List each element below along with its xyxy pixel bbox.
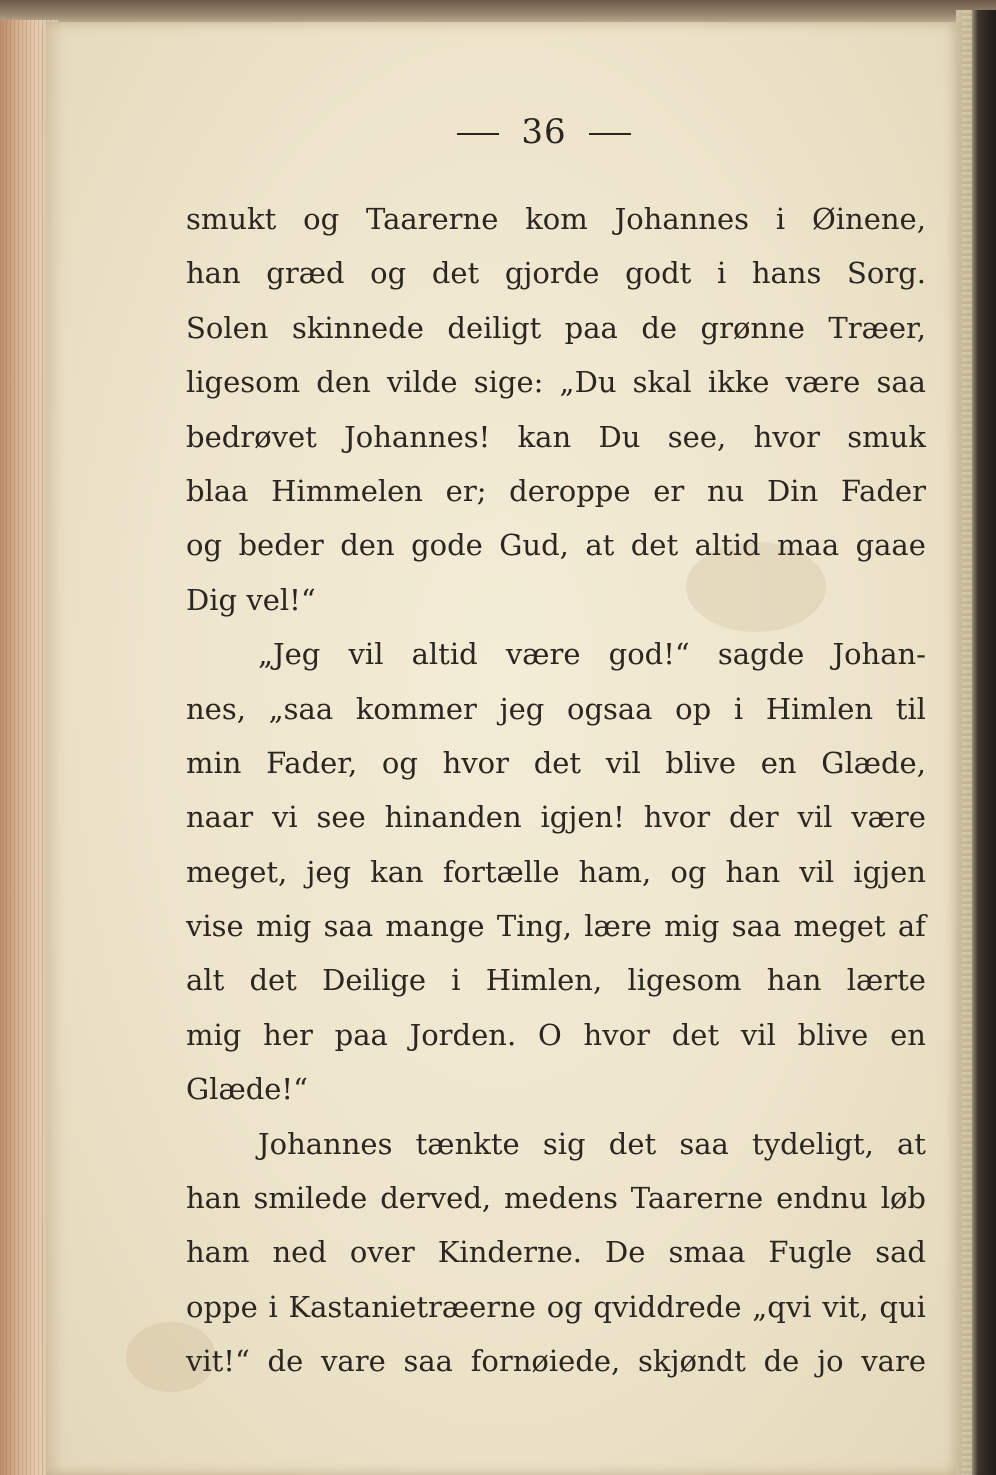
text-word: meget [793, 909, 886, 944]
text-word: nes, [186, 691, 246, 726]
body-text [186, 192, 926, 1389]
text-line [186, 1334, 926, 1388]
text-word: sagde [717, 637, 805, 672]
text-word: jeg [499, 691, 545, 726]
text-word: gode [411, 528, 483, 563]
text-word: han [186, 256, 241, 291]
text-word: hvor [753, 419, 820, 454]
text-line [186, 355, 926, 409]
text-word: mig [664, 909, 720, 944]
text-word: Du [598, 419, 641, 454]
text-word: „Jeg [258, 637, 321, 672]
text-word: igjen [853, 854, 926, 889]
text-line [186, 518, 926, 572]
text-word: paa [334, 1017, 388, 1052]
text-line [186, 464, 926, 518]
text-word: saa [731, 909, 782, 944]
text-word: jeg [306, 854, 352, 889]
text-word: qviddrede [593, 1289, 742, 1324]
text-word: kan [517, 419, 572, 454]
text-word: Kinderne. [437, 1235, 583, 1270]
text-word: skal [632, 365, 692, 400]
text-word: at [897, 1126, 926, 1161]
text-word: være [851, 800, 926, 835]
text-word: derved, [380, 1181, 492, 1216]
text-word: mig [256, 909, 312, 944]
text-word: Deilige [322, 963, 427, 998]
text-word: beder [238, 528, 324, 563]
text-word: qui [879, 1289, 926, 1324]
text-word: er; [445, 473, 487, 508]
text-word: vil [348, 637, 384, 672]
page-number-value: 36 [521, 112, 567, 152]
text-word: kom [525, 202, 588, 236]
text-word: maa [777, 528, 840, 563]
text-word: oppe [186, 1289, 258, 1324]
text-word: jo [817, 1344, 844, 1379]
page-number-dash-right [589, 133, 631, 135]
text-word: hinanden [384, 800, 522, 835]
text-word: og [186, 528, 223, 563]
text-word: hans [751, 256, 822, 291]
text-word: i [733, 691, 744, 726]
text-line [186, 682, 926, 736]
text-word: sige: [473, 365, 544, 400]
text-word: saa [679, 1126, 729, 1161]
text-word: han [725, 854, 781, 889]
text-word: op [675, 691, 712, 726]
text-word: see [316, 800, 366, 835]
text-word: Øinene, [811, 202, 926, 236]
text-word: Taarerne [365, 202, 499, 236]
text-word: vit, [822, 1289, 869, 1324]
text-word: det [533, 745, 582, 780]
text-word: „Du [559, 365, 617, 400]
text-word: ham, [578, 854, 652, 889]
text-word: tænkte [415, 1126, 520, 1161]
text-word: Gud, [499, 528, 569, 563]
text-word: og [546, 1289, 583, 1324]
text-word: mange [385, 909, 485, 944]
text-word: vit!“ [186, 1344, 250, 1379]
text-word: er [653, 473, 685, 508]
text-word: ligesom [186, 365, 301, 400]
text-word: endnu [776, 1181, 868, 1216]
text-line [186, 1171, 926, 1225]
text-word: Johan- [832, 637, 926, 672]
text-line [186, 410, 926, 464]
text-word: kommer [355, 691, 477, 726]
text-word: alt [186, 963, 225, 998]
text-line [186, 1117, 926, 1171]
text-line [186, 573, 926, 627]
text-word: hvor [643, 800, 711, 835]
text-word: saa [403, 1344, 453, 1379]
text-word: blive [665, 745, 737, 780]
text-word: og [370, 256, 407, 291]
text-word: Fugle [768, 1235, 853, 1270]
text-word: Sorg. [847, 256, 926, 291]
text-word: hvor [442, 745, 510, 780]
text-word: De [605, 1235, 646, 1270]
text-word: det [630, 528, 679, 563]
text-word: „qvi [752, 1289, 812, 1324]
text-word: sad [875, 1235, 926, 1270]
text-word: altid [694, 528, 761, 563]
text-word: og [670, 854, 707, 889]
text-word: Fader, [266, 745, 358, 780]
text-word: ikke [707, 365, 770, 400]
text-word: han [186, 1181, 241, 1216]
text-word: saa [876, 365, 926, 400]
text-line [186, 790, 926, 844]
text-word: vil [799, 854, 835, 889]
text-word: naar [186, 800, 254, 835]
text-word: det [431, 256, 480, 291]
text-line [186, 845, 926, 899]
text-word: ned [272, 1235, 327, 1270]
text-word: at [585, 528, 615, 563]
text-word: see, [667, 419, 727, 454]
text-word: af [897, 909, 926, 944]
text-word: den [316, 365, 371, 400]
text-line [186, 301, 926, 355]
text-word: Ting, [496, 909, 572, 944]
text-word: over [349, 1235, 415, 1270]
text-word: smaa [668, 1235, 746, 1270]
text-word: nu [706, 473, 745, 508]
text-line [186, 736, 926, 790]
text-word: vare [321, 1344, 386, 1379]
text-word: ligesom [627, 963, 742, 998]
text-word: Himmelen [271, 473, 423, 508]
text-word: Jorden. [409, 1017, 517, 1052]
text-word: i [451, 963, 461, 998]
text-word: fortælle [442, 854, 560, 889]
text-word: til [895, 691, 926, 726]
text-word: han [766, 963, 822, 998]
text-word: bedrøvet [186, 419, 317, 454]
text-word: gaae [855, 528, 926, 563]
text-word: de [763, 1344, 800, 1379]
text-word: „saa [268, 691, 334, 726]
text-line [186, 627, 926, 681]
text-word: Træer, [828, 310, 926, 345]
text-word: kan [370, 854, 424, 889]
text-word: der [728, 800, 779, 835]
text-word: det [249, 963, 297, 998]
text-word: de [267, 1344, 304, 1379]
text-word: vil [740, 1017, 776, 1052]
text-word: vare [861, 1344, 926, 1379]
text-word: Johannes! [344, 419, 491, 454]
text-word: smukt [186, 202, 277, 236]
text-word: grønne [700, 310, 805, 345]
page-number-dash-left [457, 133, 499, 135]
text-word: saa [323, 909, 374, 944]
text-line [186, 1008, 926, 1062]
text-word: Johannes [258, 1126, 393, 1161]
text-word: vi [272, 800, 298, 835]
text-word: det [671, 1017, 720, 1052]
text-word: en [890, 1017, 926, 1052]
text-word: blaa [186, 473, 249, 508]
text-word: vise [186, 909, 244, 944]
text-word: i [716, 256, 727, 291]
text-word: i [775, 202, 786, 236]
text-word: deroppe [509, 473, 631, 508]
text-line [186, 953, 926, 1007]
text-word: Himlen, [485, 963, 603, 998]
text-word: vel!“ [246, 582, 316, 617]
text-word: Kastanietræerne [288, 1289, 536, 1324]
page-number [0, 112, 996, 152]
text-word: og [381, 745, 418, 780]
text-word: skinnede [291, 310, 424, 345]
text-word: sig [542, 1126, 586, 1161]
text-word: lærte [846, 963, 926, 998]
text-word: Himlen [765, 691, 874, 726]
text-word: den [340, 528, 395, 563]
text-word: Glæde, [821, 745, 926, 780]
text-word: vil [797, 800, 833, 835]
text-word: blive [797, 1017, 869, 1052]
text-word: min [186, 745, 242, 780]
text-line [186, 1062, 926, 1116]
text-word: mig [186, 1017, 242, 1052]
text-word: Dig [186, 582, 238, 617]
text-word: i [268, 1289, 278, 1324]
text-word: lære [584, 909, 652, 944]
text-line [186, 1225, 926, 1279]
text-word: godt [625, 256, 692, 291]
text-word: altid [411, 637, 478, 672]
text-word: græd [266, 256, 345, 291]
text-word: og [303, 202, 340, 236]
text-word: Din [767, 473, 819, 508]
text-word: god!“ [608, 637, 690, 672]
text-word: her [263, 1017, 313, 1052]
text-line [186, 1280, 926, 1334]
text-word: vilde [386, 365, 458, 400]
text-word: gjorde [504, 256, 600, 291]
text-word: hvor [583, 1017, 650, 1052]
text-word: Glæde!“ [186, 1072, 308, 1107]
text-word: Fader [840, 473, 926, 508]
text-word: ham [186, 1235, 250, 1270]
text-word: smuk [847, 419, 926, 454]
text-word: medens [503, 1181, 618, 1216]
text-word: Johannes [614, 202, 750, 236]
text-word: skjøndt [638, 1344, 746, 1379]
text-word: tydeligt, [752, 1126, 874, 1161]
text-word: det [608, 1126, 657, 1161]
text-word: meget, [186, 854, 288, 889]
text-word: løb [880, 1181, 926, 1216]
text-line [186, 899, 926, 953]
text-word: smilede [253, 1181, 368, 1216]
text-word: fornøiede, [470, 1344, 621, 1379]
text-word: ogsaa [566, 691, 653, 726]
text-word: O [537, 1017, 562, 1052]
text-word: være [505, 637, 581, 672]
text-word: paa [564, 310, 618, 345]
text-line [186, 246, 926, 300]
page-stack-right [962, 10, 972, 1475]
text-word: vil [605, 745, 641, 780]
text-word: de [641, 310, 678, 345]
text-word: en [760, 745, 797, 780]
text-word: Taarerne [630, 1181, 764, 1216]
text-line [186, 192, 926, 246]
text-word: igjen! [540, 800, 625, 835]
text-word: Solen [186, 310, 269, 345]
text-word: deiligt [447, 310, 542, 345]
text-word: være [785, 365, 861, 400]
